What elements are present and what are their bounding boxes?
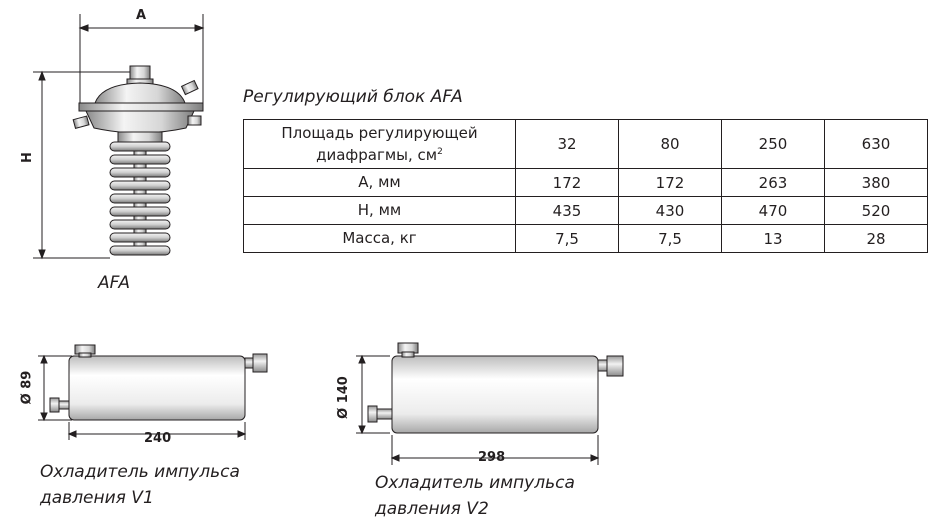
row-value-cell: 28 (825, 225, 928, 253)
cooler-v2-caption (375, 470, 575, 522)
header-value-cell: 32 (516, 120, 619, 169)
row-value-cell: 470 (722, 197, 825, 225)
cooler-v2-caption-line1: Охладитель импульса (375, 473, 575, 493)
cooler-v1-diameter-label: Ø 89 (19, 370, 35, 405)
row-label-cell: H, мм (244, 197, 516, 225)
row-value-cell: 7,5 (516, 225, 619, 253)
afa-dim-h-label: H (19, 152, 35, 163)
cooler-v2-diameter-label: Ø 140 (335, 376, 351, 419)
afa-dim-a-label: A (136, 8, 147, 23)
cooler-v2-caption-line2: давления V2 (375, 499, 489, 519)
row-value-cell: 13 (722, 225, 825, 253)
row-label-cell: А, мм (244, 169, 516, 197)
afa-caption: AFA (98, 273, 131, 293)
header-label-line2: диафрагмы, см (316, 145, 438, 164)
header-label-cell (244, 120, 516, 169)
row-value-cell: 7,5 (619, 225, 722, 253)
header-value-cell: 80 (619, 120, 722, 169)
cooler-v1-caption-line2: давления V1 (40, 488, 154, 508)
table-row (244, 225, 928, 253)
table-header-row (244, 120, 928, 169)
cooler-v2-length-label: 298 (478, 450, 506, 465)
row-value-cell: 520 (825, 197, 928, 225)
header-label-line1: Площадь регулирующей (281, 123, 478, 142)
spring-coils (110, 142, 170, 255)
row-label-cell: Масса, кг (244, 225, 516, 253)
row-value-cell: 435 (516, 197, 619, 225)
cooler-v1-caption-line1: Охладитель импульса (40, 462, 240, 482)
cooler-v2 (368, 343, 623, 433)
afa-actuator (73, 66, 203, 255)
table-row (244, 197, 928, 225)
table-row (244, 169, 928, 197)
afa-spec-table (243, 119, 928, 253)
header-label-sup: 2 (437, 146, 443, 157)
header-value-cell: 250 (722, 120, 825, 169)
row-value-cell: 263 (722, 169, 825, 197)
table-title: Регулирующий блок AFA (243, 87, 463, 107)
row-value-cell: 172 (619, 169, 722, 197)
cooler-v1-length-label: 240 (144, 431, 172, 446)
row-value-cell: 172 (516, 169, 619, 197)
header-value-cell: 630 (825, 120, 928, 169)
row-value-cell: 380 (825, 169, 928, 197)
cooler-v1 (50, 345, 267, 420)
row-value-cell: 430 (619, 197, 722, 225)
cooler-v1-caption (40, 459, 240, 511)
